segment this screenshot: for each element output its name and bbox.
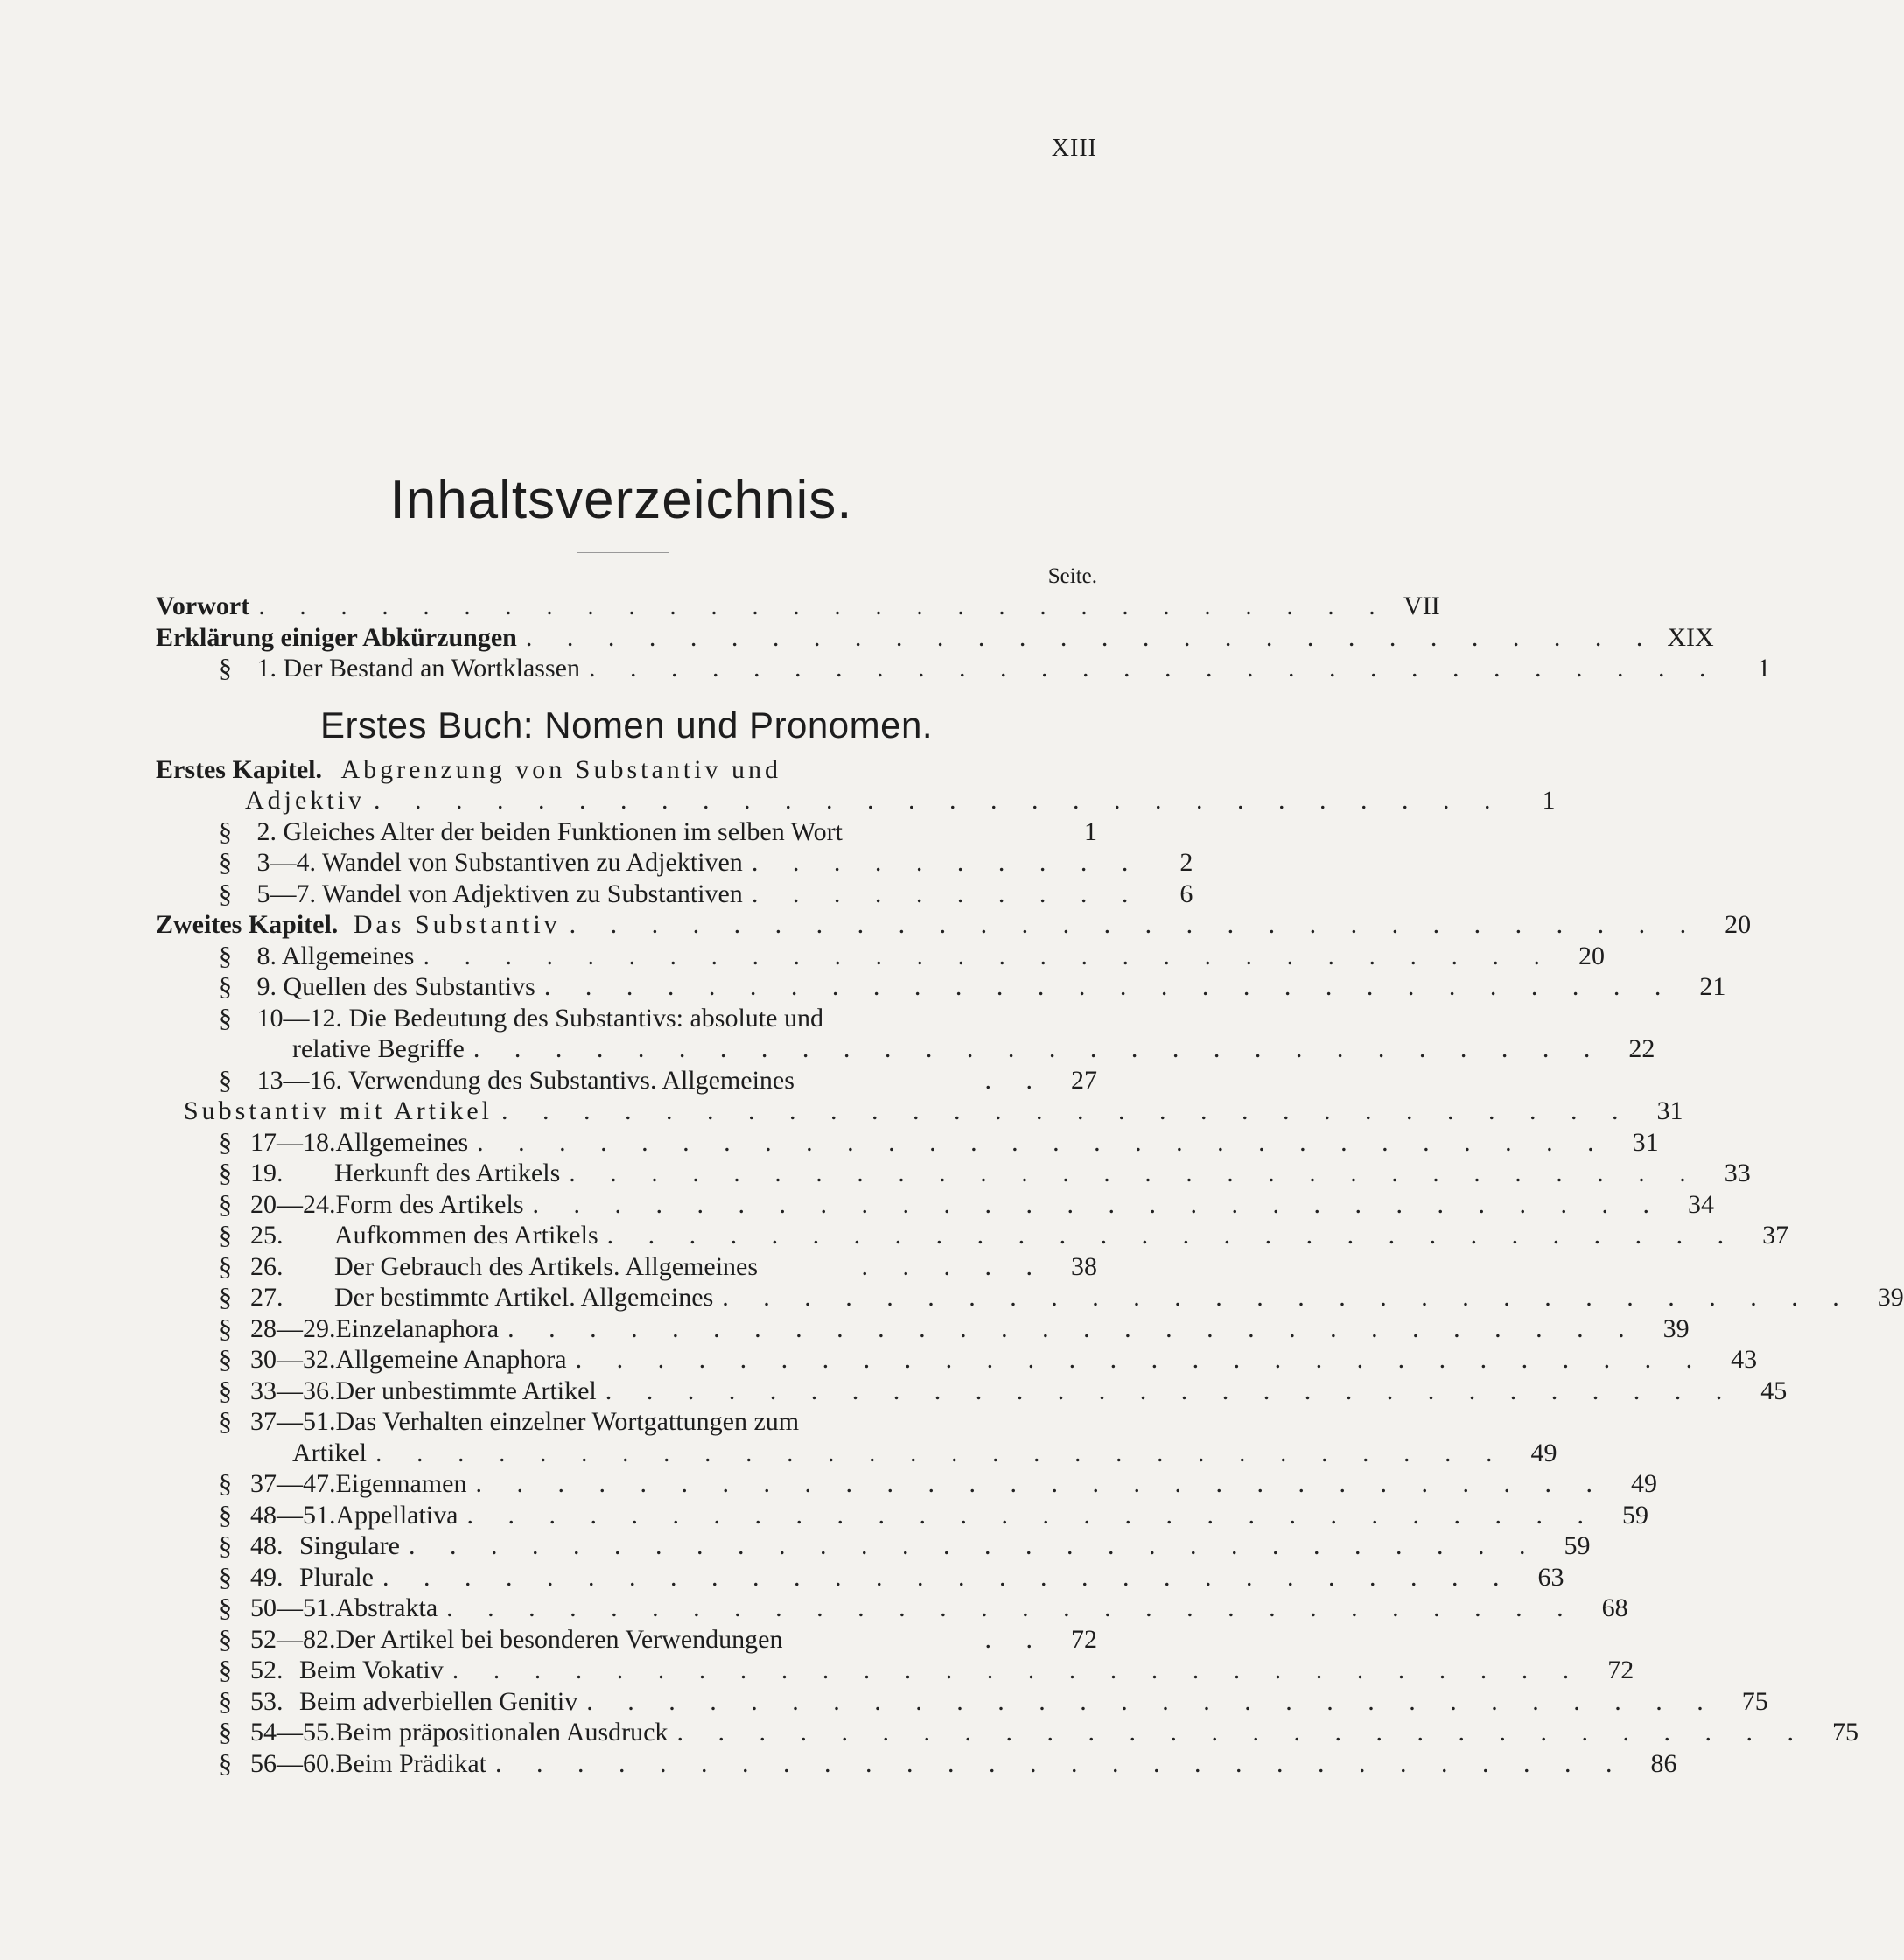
entry-label [219, 1376, 597, 1407]
section-number: 9. [256, 972, 276, 1001]
section-number: 1. [256, 654, 276, 682]
toc-entry[interactable] [156, 1562, 1564, 1593]
toc-entry[interactable] [156, 1530, 1591, 1562]
section-sign: § [219, 816, 232, 846]
section-number: 17—18. [250, 1127, 336, 1157]
toc-entry[interactable] [156, 1655, 1634, 1686]
entry-page: 59 [1621, 1500, 1648, 1530]
dot-leader: . . . . . . . . . . . . . . . . . . . . . . . . . . . . [446, 1593, 1578, 1622]
toc-entry[interactable] [156, 1686, 1768, 1718]
section-number: 25. [250, 1221, 284, 1250]
dot-leader: . . . . . . . . . . . . . . . . . . . . . . . . . . . . [543, 972, 1676, 1001]
section-sign: § [219, 1593, 232, 1622]
section-number: 26. [250, 1251, 284, 1281]
section-sign: § [219, 972, 232, 1001]
entry-label [219, 971, 536, 1003]
dot-leader: . . . . . . . . . . . . . . . . . . . . . . . . . . . . [374, 1438, 1507, 1467]
toc-entry[interactable] [156, 847, 1194, 878]
chapter-title-line1: Abgrenzung von Substantiv und [340, 754, 781, 784]
section-number: 53. [250, 1686, 284, 1716]
section-sign: § [219, 1624, 232, 1654]
entry-text: Der unbestimmte Artikel [335, 1376, 597, 1405]
section-sign: § [219, 1469, 232, 1498]
book-heading: Erstes Buch: Nomen und Pronomen. [319, 704, 934, 746]
toc-entry-multiline[interactable] [156, 1003, 1097, 1034]
entry-label [219, 1562, 374, 1593]
dot-leader: . . . . . . . . . . . . . . . . . . . . . . . . . . . . [423, 941, 1554, 970]
entry-page: 86 [1650, 1748, 1677, 1778]
section-sign: § [219, 1686, 232, 1716]
entry-label [219, 1344, 567, 1376]
entry-label [219, 1251, 758, 1283]
section-sign: § [219, 1158, 232, 1187]
title-rule [578, 552, 668, 553]
dot-leader: . . . . . . . . . . . . . . . . . . . . . . . . . . . . [472, 1034, 1605, 1063]
entry-page: 20 [1578, 941, 1605, 970]
toc-entry-section-1[interactable] [156, 653, 1771, 684]
toc-entry[interactable] [156, 1500, 1648, 1531]
entry-page: 31 [1632, 1127, 1659, 1157]
toc-entry[interactable] [156, 1717, 1858, 1748]
entry-page: 1 [1757, 654, 1771, 682]
chapter-1-heading[interactable] [156, 754, 1097, 786]
entry-page: 75 [1741, 1686, 1768, 1716]
toc-entry[interactable] [156, 1158, 1751, 1189]
dot-leader: . . . . . . . . . . . . . . . . . . . . . . . . . . . . [606, 1221, 1739, 1250]
entry-text: Quellen des Substantivs [283, 972, 536, 1001]
section-number: 37—51. [250, 1407, 336, 1436]
dot-leader: . . . . . . . . . . . . . . . . . . . . . . . . . . . . [569, 910, 1701, 939]
entry-page: 49 [1630, 1469, 1657, 1498]
entry-text: Herkunft des Artikels [334, 1158, 561, 1187]
toc-entry-vorwort[interactable] [156, 591, 1440, 622]
toc-entry[interactable] [156, 1592, 1628, 1624]
section-sign: § [219, 1718, 232, 1746]
section-sign: § [219, 941, 232, 970]
entry-text: Beim präpositionalen Ausdruck [335, 1718, 668, 1746]
toc-entry[interactable] [156, 1065, 1097, 1096]
entry-page: 37 [1762, 1221, 1789, 1250]
entry-page: 59 [1564, 1531, 1591, 1560]
entry-page: 2 [1180, 848, 1194, 877]
entry-label [219, 941, 415, 972]
section-number: 48. [250, 1531, 284, 1560]
entry-page: 68 [1601, 1593, 1628, 1622]
entry-label [219, 1624, 782, 1656]
page-title: Inhaltsverzeichnis. [389, 470, 853, 530]
subsection-title: Substantiv mit Artikel [184, 1096, 494, 1125]
dot-leader: . . . . . . . . . . . . . . . . . . . . . . . . . . . . [475, 1469, 1606, 1498]
section-number: 56—60. [250, 1748, 336, 1778]
entry-label [219, 1530, 400, 1562]
section-sign: § [219, 878, 232, 908]
toc-entry[interactable] [156, 1282, 1904, 1313]
dot-leader: . . . . . . . . . . . . . . . . . . . . . . . . . . . . [494, 1748, 1627, 1778]
dot-leader: . . . . . . . . . . . . . . . . . . . . . . . . . . . . [508, 1313, 1639, 1343]
dot-leader: . . . . . . . . . . . . . . . . . . . . . . . . . . . . [258, 592, 1390, 620]
table-of-contents [156, 591, 1904, 1779]
toc-entry[interactable] [156, 1251, 1097, 1283]
dot-leader: . . . . . . . . . . . . . . . . . . . . . . . . . . . . [477, 1127, 1608, 1157]
section-number: 54—55. [250, 1718, 336, 1746]
toc-entry-continuation[interactable] [156, 1033, 1656, 1065]
entry-page: 49 [1530, 1438, 1558, 1467]
section-number: 49. [250, 1562, 284, 1592]
entry-label [219, 1220, 598, 1251]
dot-leader: . . . . . . . . . . . . . . . . . . . . . . . . . . . . [501, 1096, 1633, 1125]
toc-entry[interactable] [156, 878, 1194, 910]
section-sign: § [219, 1251, 232, 1281]
toc-entry-multiline[interactable] [156, 1406, 1097, 1438]
entry-text: Beim Vokativ [299, 1656, 444, 1684]
entry-label [219, 1468, 466, 1500]
entry-page: 39 [1877, 1283, 1904, 1312]
entry-label: Vorwort [156, 592, 250, 620]
entry-text: Beim Prädikat [335, 1748, 486, 1778]
entry-text: Der Artikel bei besonderen Verwendungen [335, 1624, 783, 1654]
section-number: 10—12. [256, 1003, 342, 1032]
dot-leader: . . . . . . . . . . . . . . . . . . . . . . . . . . . . [525, 622, 1657, 652]
entry-page: 20 [1725, 910, 1752, 939]
entry-page: 1 [1084, 816, 1097, 846]
toc-entry[interactable] [156, 971, 1726, 1003]
dot-leader: . . . . . . . . . . [751, 878, 1143, 908]
toc-entry-continuation[interactable] [156, 1438, 1558, 1469]
entry-page: XIX [1667, 622, 1714, 652]
entry-label [219, 1127, 468, 1158]
entry-text: Verwendung des Substantivs. Allgemeines [347, 1065, 794, 1095]
toc-entry[interactable] [156, 816, 1097, 848]
entry-page: 34 [1688, 1189, 1714, 1219]
entry-label [219, 1282, 713, 1313]
entry-text: Aufkommen des Artikels [334, 1221, 598, 1250]
section-number: 48—51. [250, 1500, 336, 1530]
entry-text: Wandel von Adjektiven zu Substantiven [321, 878, 743, 908]
entry-page: 75 [1831, 1718, 1858, 1746]
dot-leader: . . . . . . . . . . . . . . . . . . . . . . . . . . . . [382, 1562, 1514, 1592]
entry-text: Der bestimmte Artikel. Allgemeines [334, 1283, 714, 1312]
section-sign: § [219, 1221, 232, 1250]
toc-entry[interactable] [156, 1376, 1788, 1407]
section-number: 50—51. [250, 1593, 336, 1622]
entry-text: Appellativa [335, 1500, 458, 1530]
entry-text-line2: relative Begriffe [292, 1034, 465, 1063]
entry-label [219, 1065, 794, 1096]
dot-leader: . . . . . . . . . . [751, 848, 1143, 877]
dot-leader: . . [984, 1624, 1046, 1654]
dot-leader: . . . . . . . . . . . . . . . . . . . . . . . . . . . . [586, 1686, 1718, 1716]
entry-page: VII [1404, 592, 1440, 620]
chapter-label: Zweites Kapitel. [156, 910, 339, 939]
chapter-2-heading[interactable] [156, 909, 1752, 941]
section-number: 19. [250, 1158, 284, 1187]
entry-label [219, 878, 743, 910]
section-number: 37—47. [250, 1469, 336, 1498]
entry-text: Plurale [299, 1562, 374, 1592]
entry-text: Beim adverbiellen Genitiv [299, 1686, 578, 1716]
entry-text-line1: Das Verhalten einzelner Wortgattungen zum [335, 1407, 800, 1436]
entry-label [219, 653, 580, 684]
chapter-1-continuation[interactable] [156, 785, 1556, 816]
entry-text-line1: Die Bedeutung des Substantivs: absolute und [348, 1003, 823, 1032]
toc-entry[interactable] [156, 1344, 1758, 1376]
entry-page: 43 [1731, 1345, 1758, 1374]
entry-label [219, 1686, 578, 1718]
entry-page: 27 [1071, 1065, 1097, 1095]
dot-leader: . . . . . . . . . . . . . . . . . . . . . . . . . . . . [676, 1718, 1808, 1746]
seite-label: Seite. [1047, 564, 1097, 588]
dot-leader: . . . . . . . . . . . . . . . . . . . . . . . . . . . . [575, 1345, 1707, 1374]
entry-text: Wandel von Substantiven zu Adjektiven [321, 848, 743, 877]
entry-page: 1 [1542, 786, 1556, 815]
entry-page: 21 [1699, 972, 1726, 1001]
toc-entry[interactable] [156, 1313, 1690, 1345]
section-number: 20—24. [250, 1189, 336, 1219]
entry-text: Gleiches Alter der beiden Funktionen im selben Wort [283, 816, 843, 846]
section-sign: § [219, 1500, 232, 1530]
section-number: 52. [250, 1656, 284, 1684]
entry-label: Erklärung einiger Abkürzungen [156, 622, 517, 652]
section-sign: § [219, 848, 232, 877]
section-sign: § [219, 1562, 232, 1592]
entry-text: Eigennamen [335, 1469, 467, 1498]
section-number: 5—7. [256, 878, 316, 908]
section-sign: § [219, 1748, 232, 1778]
dot-leader: . . . . . . . . . . . . . . . . . . . . . . . . . . . . [408, 1531, 1540, 1560]
entry-page: 22 [1628, 1034, 1656, 1063]
section-sign: § [219, 1531, 232, 1560]
entry-text: Der Gebrauch des Artikels. Allgemeines [334, 1251, 759, 1281]
section-number: 8. [256, 941, 276, 970]
section-number: 13—16. [256, 1065, 342, 1095]
entry-text-line2: Artikel [292, 1438, 367, 1467]
section-number: 33—36. [250, 1376, 336, 1405]
dot-leader: . . . . . . . . . . . . . . . . . . . . . . . . . . . . [374, 786, 1505, 815]
section-number: 52—82. [250, 1624, 336, 1654]
toc-entry[interactable] [156, 1624, 1097, 1656]
toc-entry[interactable] [156, 1748, 1677, 1780]
entry-page: 72 [1071, 1624, 1097, 1654]
entry-text: Der Bestand an Wortklassen [283, 654, 580, 682]
entry-page: 63 [1537, 1562, 1564, 1592]
section-sign: § [219, 1189, 232, 1219]
page-number: XIII [1051, 135, 1097, 162]
toc-entry[interactable] [156, 941, 1605, 972]
entry-label [219, 1748, 486, 1780]
section-number: 2. [256, 816, 276, 846]
section-sign: § [219, 1376, 232, 1405]
entry-page: 33 [1724, 1158, 1751, 1187]
entry-label [156, 909, 561, 941]
dot-leader: . . [984, 1065, 1046, 1095]
entry-text: Allgemeine Anaphora [335, 1345, 567, 1374]
dot-leader: . . . . . . . . . . . . . . . . . . . . . . . . . . . . [569, 1158, 1700, 1187]
dot-leader: . . . . . . . . . . . . . . . . . . . . . . . . . . . . [605, 1376, 1737, 1405]
section-number: 3—4. [256, 848, 316, 877]
entry-text: Einzelanaphora [335, 1313, 500, 1343]
entry-label [219, 847, 743, 878]
entry-page: 39 [1662, 1313, 1690, 1343]
entry-text: Singulare [299, 1531, 400, 1560]
dot-leader: . . . . . . . . . . . . . . . . . . . . . . . . . . . . [466, 1500, 1598, 1530]
entry-label [219, 1592, 438, 1624]
section-sign: § [219, 654, 232, 682]
toc-entry[interactable] [156, 1127, 1659, 1158]
entry-label [219, 1313, 499, 1345]
toc-entry[interactable] [156, 1220, 1789, 1251]
section-sign: § [219, 1313, 232, 1343]
entry-page: 6 [1180, 878, 1194, 908]
section-sign: § [219, 1407, 232, 1436]
chapter-title: Das Substantiv [353, 910, 561, 939]
entry-text: Abstrakta [335, 1593, 438, 1622]
dot-leader: . . . . . [861, 1251, 1046, 1281]
entry-page: 45 [1760, 1376, 1788, 1405]
toc-entry-abkuerzungen[interactable] [156, 622, 1714, 654]
section-sign: § [219, 1065, 232, 1095]
section-number: 30—32. [250, 1345, 336, 1374]
section-number: 27. [250, 1283, 284, 1312]
section-sign: § [219, 1283, 232, 1312]
entry-label [219, 1500, 458, 1531]
entry-text: Form des Artikels [335, 1189, 524, 1219]
entry-text: Allgemeines [281, 941, 415, 970]
entry-page: 72 [1607, 1656, 1634, 1684]
section-sign: § [219, 1345, 232, 1374]
entry-label [219, 1189, 524, 1221]
entry-label [219, 816, 843, 848]
entry-label [219, 1717, 668, 1748]
dot-leader: . . . . . . . . . . . . . . . . . . . . . . . . . . . . [588, 654, 1720, 682]
dot-leader: . . . . . . . . . . . . . . . . . . . . . . . . . . . . [722, 1283, 1853, 1312]
toc-entry[interactable] [156, 1468, 1657, 1500]
chapter-title-line2: Adjektiv [245, 786, 365, 815]
toc-entry[interactable] [156, 1189, 1714, 1221]
entry-page: 38 [1071, 1251, 1097, 1281]
entry-label [219, 1655, 444, 1686]
dot-leader: . . . . . . . . . . . . . . . . . . . . . . . . . . . . [532, 1189, 1663, 1219]
chapter-label: Erstes Kapitel. [156, 754, 322, 784]
section-number: 28—29. [250, 1313, 336, 1343]
entry-text: Allgemeines [335, 1127, 469, 1157]
section-sign: § [219, 1656, 232, 1684]
section-sign: § [219, 1003, 232, 1032]
entry-page: 31 [1656, 1096, 1684, 1125]
subsection-heading[interactable] [156, 1096, 1684, 1127]
dot-leader: . . . . . . . . . . . . . . . . . . . . . . . . . . . . [452, 1656, 1584, 1684]
entry-label [219, 1158, 560, 1189]
section-sign: § [219, 1127, 232, 1157]
